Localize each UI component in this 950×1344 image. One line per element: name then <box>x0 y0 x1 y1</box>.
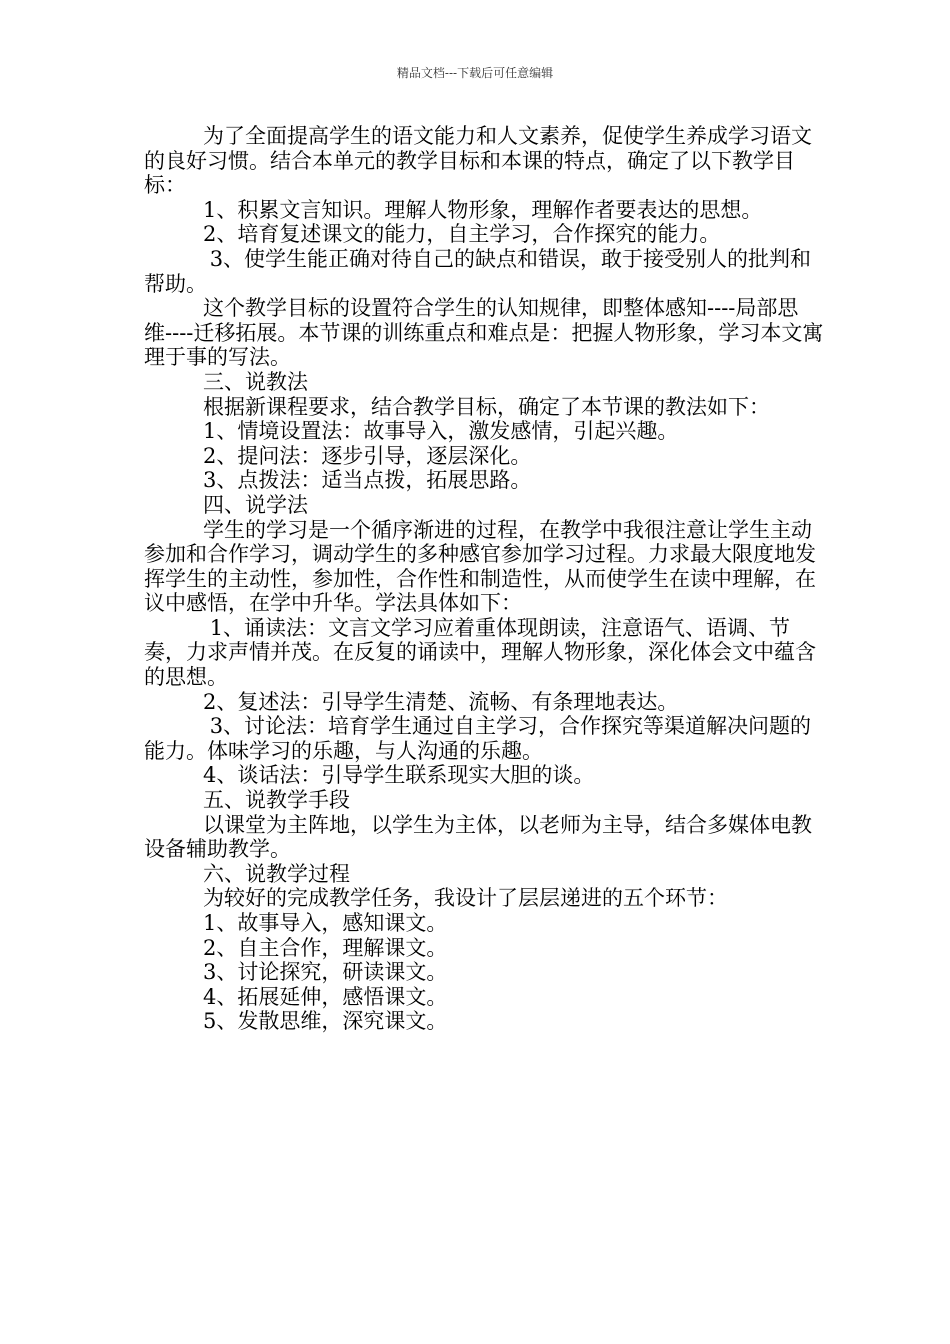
paragraph-process-step-2: 2、自主合作，理解课文。 <box>203 935 448 960</box>
paragraph-process-step-5: 5、发散思维，深究课文。 <box>203 1009 448 1034</box>
paragraph-goal-summary: 这个教学目标的设置符合学生的认知规律，即整体感知----局部思维----迁移拓展。本节课的训练重点和难点是：把握人物形象，学习本文寓理于事的写法。 <box>144 296 824 370</box>
paragraph-teaching-process-intro: 为较好的完成教学任务，我设计了层层递进的五个环节： <box>203 886 728 911</box>
section-heading-teaching-method: 三、说教法 <box>203 369 308 394</box>
paragraph-process-step-4: 4、拓展延伸，感悟课文。 <box>203 984 448 1009</box>
paragraph-process-step-3: 3、讨论探究，研读课文。 <box>203 960 448 985</box>
paragraph-process-step-1: 1、故事导入，感知课文。 <box>203 911 448 935</box>
paragraph-intro: 为了全面提高学生的语文能力和人文素养，促使学生养成学习语文的良好习惯。结合本单元的教学目标和本课的特点，确定了以下教学目标： <box>144 124 812 198</box>
paragraph-teaching-method-3: 3、点拨法：适当点拨，拓展思路。 <box>203 468 532 493</box>
section-heading-teaching-means: 五、说教学手段 <box>203 788 350 813</box>
paragraph-learning-method-2: 2、复述法：引导学生清楚、流畅、有条理地表达。 <box>203 689 679 714</box>
paragraph-goal-1: 1、积累文言知识。理解人物形象，理解作者要表达的思想。 <box>203 197 763 222</box>
paragraph-learning-method-intro: 学生的学习是一个循序渐进的过程，在教学中我很注意让学生主动参加和合作学习，调动学生的多种感官参加学习过程。力求最大限度地发挥学生的主动性，参加性，合作性和制造性，从而使学生在读中理解，在议中感悟，在学中升华。学法具体如下： <box>144 517 816 616</box>
paragraph-teaching-method-intro: 根据新课程要求，结合教学目标，确定了本节课的教法如下： <box>203 394 770 419</box>
paragraph-learning-method-3: 3、讨论法：培育学生通过自主学习，合作探究等渠道解决问题的能力。体味学习的乐趣，与人沟通的乐趣。 <box>144 714 812 763</box>
page-header: 精品文档---下载后可任意编辑 <box>396 66 554 80</box>
paragraph-teaching-method-2: 2、提问法：逐步引导，逐层深化。 <box>203 443 532 468</box>
paragraph-teaching-means: 以课堂为主阵地，以学生为主体，以老师为主导，结合多媒体电教设备辅助教学。 <box>144 812 812 862</box>
document-body <box>144 124 826 1034</box>
paragraph-goal-3: 3、使学生能正确对待自己的缺点和错误，敢于接受别人的批判和帮助。 <box>144 246 812 296</box>
paragraph-teaching-method-1: 1、情境设置法：故事导入，激发感情，引起兴趣。 <box>203 419 679 444</box>
section-heading-teaching-process: 六、说教学过程 <box>203 861 350 886</box>
section-heading-learning-method: 四、说学法 <box>203 492 308 517</box>
paragraph-learning-method-1: 1、诵读法：文言文学习应着重体现朗读，注意语气、语调、节奏，力求声情并茂。在反复的诵读中，理解人物形象，深化体会文中蕴含的思想。 <box>144 615 816 690</box>
paragraph-goal-2: 2、培育复述课文的能力，自主学习，合作探究的能力。 <box>203 222 721 247</box>
paragraph-learning-method-4: 4、谈话法：引导学生联系现实大胆的谈。 <box>203 763 595 788</box>
